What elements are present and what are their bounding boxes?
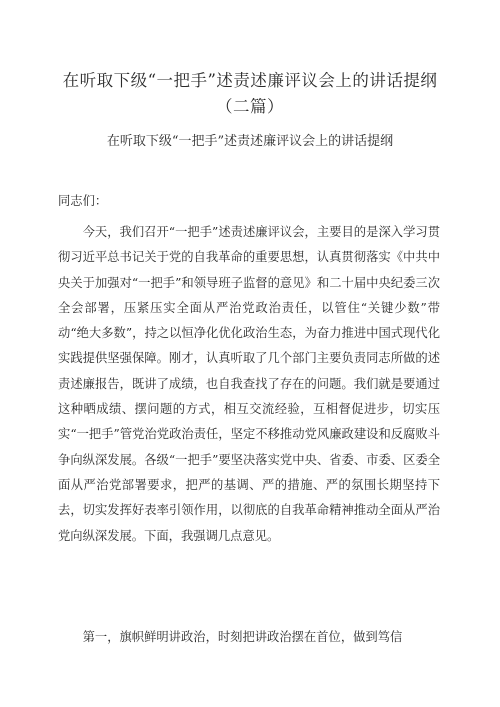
salutation: 同志们： <box>58 194 108 208</box>
document-title: 在听取下级“一把手”述责述廉评议会上的讲话提纲（二篇） <box>62 71 438 116</box>
document-subtitle: 在听取下级“一把手”述责述廉评议会上的讲话提纲 <box>106 134 394 149</box>
body-paragraph-intro: 今天，我们召开“一把手”述责述廉评议会，主要目的是深入学习贯彻习近平总书记关于党的自我革命的重要思想，认真贯彻落实《中共中央关于加强对“一把手”和领导班子监督的意见》和二十届中央纪委三次全会部署，压紧压实全面从严治党政治责任，以管住“关键少数”带动“绝大多数”，持之以恒净化优化政治生态，为奋力推进中国式现代化实践提供坚强保障。刚才，认真听取了几个部门主要负责同志所做的述责述廉报告，既讲了成绩，也自我查找了存在的问题。我们就是要通过这种晒成绩、摆问题的方式，相互交流经验，互相督促进步，切实压实“一把手”管党治党政治责任，坚定不移推动党风廉政建设和反腐败斗争向纵深发展。各级“一把手”要坚决落实党中央、省委、市委、区委全面从严治党部署要求，把严的基调、严的措施、严的氛围长期坚持下去，切实发挥好表率引领作用，以彻底的自我革命精神推动全面从严治党向纵深发展。下面，我强调几点意见。 <box>58 225 440 543</box>
body-paragraph-first-point: 第一，旗帜鲜明讲政治，时刻把讲政治摆在首位，做到笃信 <box>82 630 403 644</box>
